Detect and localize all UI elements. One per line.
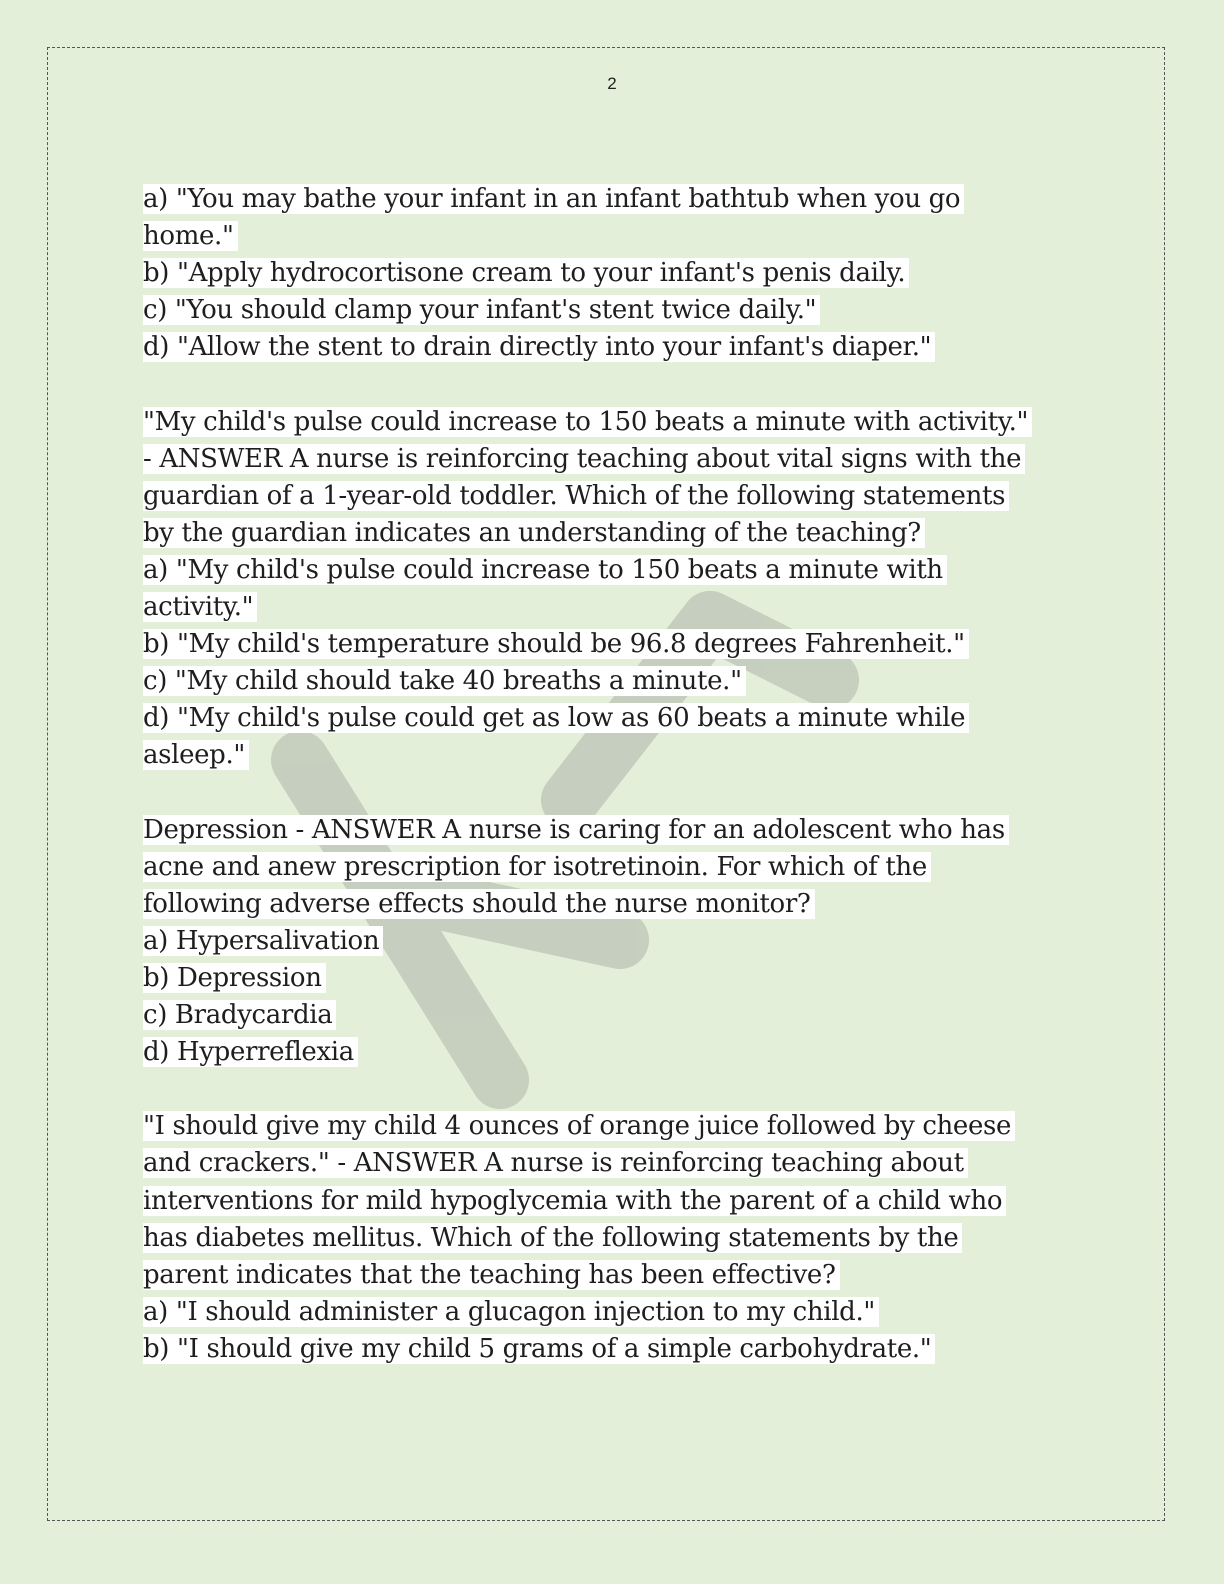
text-line: d) Hyperreflexia bbox=[143, 1034, 1083, 1071]
text-line: d) "My child's pulse could get as low as 60 beats a minute while bbox=[143, 700, 1083, 737]
text-line: "I should give my child 4 ounces of orange juice followed by cheese bbox=[143, 1108, 1083, 1145]
text-line: a) Hypersalivation bbox=[143, 923, 1083, 960]
text-line: c) "My child should take 40 breaths a minute." bbox=[143, 663, 1083, 700]
text-line: activity." bbox=[143, 589, 1083, 626]
text-line: acne and anew prescription for isotretinoin. For which of the bbox=[143, 849, 1083, 886]
text-line: a) "You may bathe your infant in an infant bathtub when you go bbox=[143, 181, 1083, 218]
text-line: Depression - ANSWER A nurse is caring for an adolescent who has bbox=[143, 812, 1083, 849]
text-line: b) "Apply hydrocortisone cream to your infant's penis daily. bbox=[143, 255, 1083, 292]
text-line: b) "My child's temperature should be 96.8 degrees Fahrenheit." bbox=[143, 626, 1083, 663]
text-line: following adverse effects should the nurse monitor? bbox=[143, 886, 1083, 923]
question-block-isotretinoin bbox=[143, 812, 1083, 1072]
paragraph-gap bbox=[143, 366, 1083, 403]
paragraph-gap bbox=[143, 775, 1083, 812]
text-line: has diabetes mellitus. Which of the following statements by the bbox=[143, 1220, 1083, 1257]
text-line: and crackers." - ANSWER A nurse is reinforcing teaching about bbox=[143, 1145, 1083, 1182]
text-line: b) "I should give my child 5 grams of a simple carbohydrate." bbox=[143, 1331, 1083, 1368]
text-line: b) Depression bbox=[143, 960, 1083, 997]
question-block-hypoglycemia bbox=[143, 1108, 1083, 1368]
text-line: c) "You should clamp your infant's stent twice daily." bbox=[143, 292, 1083, 329]
text-line: "My child's pulse could increase to 150 beats a minute with activity." bbox=[143, 404, 1083, 441]
text-line: c) Bradycardia bbox=[143, 997, 1083, 1034]
paragraph-gap bbox=[143, 1071, 1083, 1108]
text-line: d) "Allow the stent to drain directly into your infant's diaper." bbox=[143, 329, 1083, 366]
text-line: - ANSWER A nurse is reinforcing teaching about vital signs with the bbox=[143, 441, 1083, 478]
text-line: a) "I should administer a glucagon injection to my child." bbox=[143, 1294, 1083, 1331]
text-line: a) "My child's pulse could increase to 150 beats a minute with bbox=[143, 552, 1083, 589]
text-line: parent indicates that the teaching has been effective? bbox=[143, 1257, 1083, 1294]
text-line: home." bbox=[143, 218, 1083, 255]
page-number: 2 bbox=[607, 74, 617, 93]
question-block-infant-stent bbox=[143, 181, 1083, 366]
text-line: guardian of a 1-year-old toddler. Which of the following statements bbox=[143, 478, 1083, 515]
text-line: asleep." bbox=[143, 737, 1083, 774]
text-line: interventions for mild hypoglycemia with the parent of a child who bbox=[143, 1183, 1083, 1220]
question-block-vital-signs bbox=[143, 404, 1083, 775]
document-body bbox=[143, 181, 1083, 1368]
text-line: by the guardian indicates an understanding of the teaching? bbox=[143, 515, 1083, 552]
